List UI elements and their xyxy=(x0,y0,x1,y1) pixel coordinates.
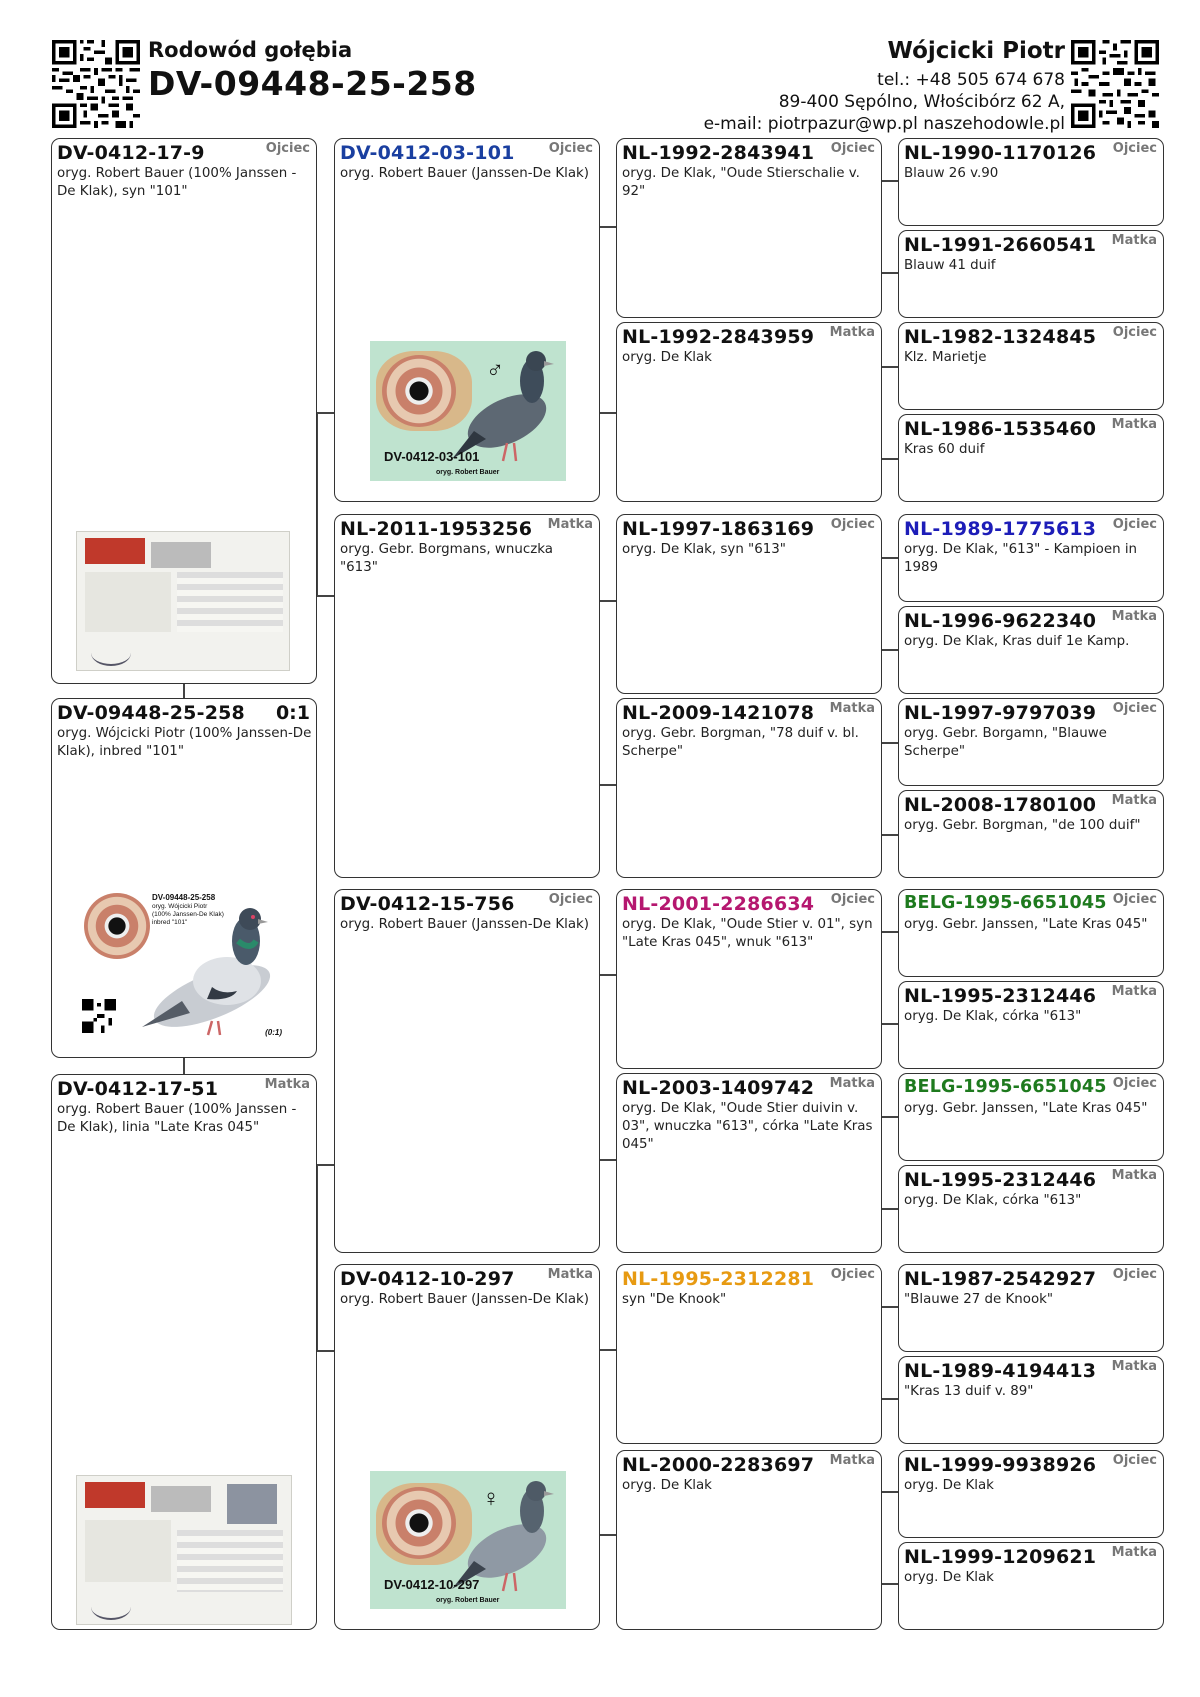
ring-number: DV-0412-17-9 xyxy=(57,142,205,164)
pedigree-certificate-image xyxy=(76,1475,292,1625)
sex-label: Matka xyxy=(829,1076,875,1091)
sex-label: Matka xyxy=(829,1453,875,1468)
sex-label: Ojciec xyxy=(548,141,593,156)
pigeon-description: oryg. De Klak xyxy=(904,1478,994,1493)
pigeon-card-g4-1[interactable] xyxy=(898,138,1164,226)
sex-label: Ojciec xyxy=(1112,1076,1157,1091)
pigeon-card-g3-7[interactable] xyxy=(616,1264,882,1444)
ring-number: BELG-1995-6651045 xyxy=(904,1077,1107,1097)
pigeon-card-g3-6[interactable] xyxy=(616,1073,882,1253)
sex-label: Matka xyxy=(1111,793,1157,808)
qr-code-small xyxy=(82,999,116,1033)
pigeon-card-g4-9[interactable] xyxy=(898,889,1164,977)
pigeon-description: oryg. Gebr. Borgamn, "Blauwe Scherpe" xyxy=(904,726,1107,759)
pedigree-certificate-image xyxy=(76,531,290,671)
female-symbol: ♀ xyxy=(482,1485,500,1512)
pigeon-description: syn "De Knook" xyxy=(622,1292,727,1307)
pigeon-description: oryg. Robert Bauer (100% Janssen - De Klak), syn "101" xyxy=(57,166,297,199)
ring-number: NL-2011-1953256 xyxy=(340,518,533,540)
qr-code-right xyxy=(1071,40,1159,128)
pigeon-photo-g2-1: ♂ DV-0412-03-101 oryg. Robert Bauer xyxy=(370,341,566,481)
pigeon-description: "Blauwe 27 de Knook" xyxy=(904,1292,1054,1307)
ring-number: DV-0412-15-756 xyxy=(340,893,515,915)
ring-number: BELG-1995-6651045 xyxy=(904,893,1107,913)
ring-number: DV-0412-10-297 xyxy=(340,1268,515,1290)
pigeon-card-g3-2[interactable] xyxy=(616,322,882,502)
sex-label: Matka xyxy=(1111,417,1157,432)
sex-label: Ojciec xyxy=(1112,517,1157,532)
pigeon-description: oryg. Gebr. Borgman, "de 100 duif" xyxy=(904,818,1141,833)
pigeon-description: oryg. De Klak, "613" - Kampioen in 1989 xyxy=(904,542,1138,575)
pigeon-description: oryg. De Klak, syn "613" xyxy=(622,542,786,557)
pigeon-description: oryg. De Klak, "Oude Stierschalie v. 92" xyxy=(622,166,860,199)
pigeon-card-g2-2[interactable] xyxy=(334,514,600,878)
ring-number: NL-1995-2312281 xyxy=(622,1268,815,1290)
sex-label: Ojciec xyxy=(1112,141,1157,156)
sex-label: Ojciec xyxy=(548,892,593,907)
document-title: Rodowód gołębia xyxy=(148,38,353,62)
ring-number: NL-1989-1775613 xyxy=(904,518,1097,540)
ring-number: NL-2003-1409742 xyxy=(622,1077,815,1099)
pigeon-photo-g2-4: ♀ DV-0412-10-297 oryg. Robert Bauer xyxy=(370,1471,566,1609)
subject-pigeon-photo: DV-09448-25-258 oryg. Wójcicki Piotr (100% Janssen-De Klak) inbred "101" (0:1) xyxy=(82,891,286,1043)
sex-label: Matka xyxy=(829,325,875,340)
pigeon-card-g4-15[interactable] xyxy=(898,1450,1164,1538)
ring-number: NL-1987-2542927 xyxy=(904,1268,1097,1290)
ring-number: NL-1995-2312446 xyxy=(904,1169,1097,1191)
ring-number: NL-1982-1324845 xyxy=(904,326,1097,348)
owner-address: 89-400 Sępólno, Włościbórz 62 A, xyxy=(778,92,1065,112)
owner-phone: tel.: +48 505 674 678 xyxy=(877,70,1065,90)
ring-number: NL-1990-1170126 xyxy=(904,142,1097,164)
owner-name: Wójcicki Piotr xyxy=(887,38,1065,64)
pigeon-description: Blauw 41 duif xyxy=(904,258,996,273)
pigeon-card-g4-7[interactable] xyxy=(898,698,1164,786)
pigeon-card-sire[interactable] xyxy=(51,138,317,684)
ring-number: NL-1999-1209621 xyxy=(904,1546,1097,1568)
pigeon-card-g4-4[interactable] xyxy=(898,414,1164,502)
sex-label: Ojciec xyxy=(1112,325,1157,340)
pigeon-description: oryg. De Klak, Kras duif 1e Kamp. xyxy=(904,634,1130,649)
sex-label: Ojciec xyxy=(830,1267,875,1282)
pigeon-card-g4-6[interactable] xyxy=(898,606,1164,694)
pigeon-description: Kras 60 duif xyxy=(904,442,985,457)
sex-label: Matka xyxy=(1111,1359,1157,1374)
sex-label: Matka xyxy=(547,517,593,532)
ring-number: NL-2001-2286634 xyxy=(622,893,815,915)
owner-contact: e-mail: piotrpazur@wp.pl naszehodowle.pl xyxy=(703,114,1065,134)
sex-label: Ojciec xyxy=(1112,701,1157,716)
pigeon-card-g2-1[interactable] xyxy=(334,138,600,502)
ring-number: DV-09448-25-258 xyxy=(57,702,245,724)
pigeon-card-g4-11[interactable] xyxy=(898,1073,1164,1161)
sex-label: Matka xyxy=(1111,984,1157,999)
pigeon-description: oryg. Robert Bauer (Janssen-De Klak) xyxy=(340,166,590,181)
pigeon-card-g4-2[interactable] xyxy=(898,230,1164,318)
pigeon-card-g3-5[interactable] xyxy=(616,889,882,1069)
pigeon-description: oryg. De Klak, córka "613" xyxy=(904,1193,1082,1208)
pigeon-description: Blauw 26 v.90 xyxy=(904,166,999,181)
pigeon-card-g4-5[interactable] xyxy=(898,514,1164,602)
ring-number: NL-2000-2283697 xyxy=(622,1454,815,1476)
subject-ring-number: DV-09448-25-258 xyxy=(148,64,477,103)
ring-number: NL-1996-9622340 xyxy=(904,610,1097,632)
eye-image xyxy=(382,1487,456,1559)
sex-label: Ojciec xyxy=(1112,1267,1157,1282)
pigeon-card-g3-8[interactable] xyxy=(616,1450,882,1630)
pigeon-description: oryg. Gebr. Borgman, "78 duif v. bl. Scherpe" xyxy=(622,726,859,759)
sex-label: Matka xyxy=(1111,1168,1157,1183)
sex-label: Matka xyxy=(829,701,875,716)
sex-label: Ojciec xyxy=(265,141,310,156)
ring-number: NL-2008-1780100 xyxy=(904,794,1097,816)
pigeon-card-g2-4[interactable] xyxy=(334,1264,600,1630)
qr-code-left xyxy=(52,40,140,128)
ring-number: NL-1986-1535460 xyxy=(904,418,1097,440)
ring-number: NL-1997-9797039 xyxy=(904,702,1097,724)
sex-label: Ojciec xyxy=(830,892,875,907)
ring-number: DV-0412-03-101 xyxy=(340,142,515,164)
ring-number: DV-0412-17-51 xyxy=(57,1078,219,1100)
pigeon-card-g4-8[interactable] xyxy=(898,790,1164,878)
pigeon-card-subject[interactable] xyxy=(51,698,317,1058)
ring-number: NL-1992-2843941 xyxy=(622,142,815,164)
sex-label: Matka xyxy=(1111,233,1157,248)
pigeon-card-g4-10[interactable] xyxy=(898,981,1164,1069)
pigeon-description: oryg. De Klak, córka "613" xyxy=(904,1009,1082,1024)
pigeon-card-g3-3[interactable] xyxy=(616,514,882,694)
ring-number: NL-1992-2843959 xyxy=(622,326,815,348)
ring-number: NL-2009-1421078 xyxy=(622,702,815,724)
sex-label: Matka xyxy=(547,1267,593,1282)
pigeon-description: oryg. De Klak, "Oude Stier duivin v. 03", wnuczka "613", córka "Late Kras 045" xyxy=(622,1101,873,1152)
pigeon-card-dam[interactable] xyxy=(51,1074,317,1630)
sex-label: Matka xyxy=(264,1077,310,1092)
ring-number: NL-1989-4194413 xyxy=(904,1360,1097,1382)
pigeon-description: oryg. De Klak, "Oude Stier v. 01", syn "Late Kras 045", wnuk "613" xyxy=(622,917,873,950)
pigeon-card-g4-16[interactable] xyxy=(898,1542,1164,1630)
male-symbol: ♂ xyxy=(486,357,504,384)
sex-label: Matka xyxy=(1111,609,1157,624)
pigeon-card-g3-1[interactable] xyxy=(616,138,882,318)
sex-label: 0:1 xyxy=(275,702,310,724)
eye-image xyxy=(382,355,456,427)
pigeon-description: "Kras 13 duif v. 89" xyxy=(904,1384,1034,1399)
pigeon-description: oryg. De Klak xyxy=(622,350,712,365)
pigeon-card-g3-4[interactable] xyxy=(616,698,882,878)
pigeon-description: oryg. De Klak xyxy=(622,1478,712,1493)
pigeon-description: Klz. Marietje xyxy=(904,350,987,365)
sex-label: Matka xyxy=(1111,1545,1157,1560)
pigeon-description: oryg. Robert Bauer (Janssen-De Klak) xyxy=(340,1292,590,1307)
pigeon-card-g4-13[interactable] xyxy=(898,1264,1164,1352)
pigeon-description: oryg. Wójcicki Piotr (100% Janssen-De Klak), inbred "101" xyxy=(57,726,312,759)
ring-number: NL-1991-2660541 xyxy=(904,234,1097,256)
pigeon-card-g2-3[interactable] xyxy=(334,889,600,1253)
sex-label: Ojciec xyxy=(830,517,875,532)
ring-number: NL-1995-2312446 xyxy=(904,985,1097,1007)
pigeon-description: oryg. Gebr. Janssen, "Late Kras 045" xyxy=(904,917,1148,932)
pigeon-description: oryg. De Klak xyxy=(904,1570,994,1585)
pigeon-illustration xyxy=(142,901,282,1041)
pigeon-card-g4-14[interactable] xyxy=(898,1356,1164,1444)
pigeon-card-g4-3[interactable] xyxy=(898,322,1164,410)
pigeon-description: oryg. Robert Bauer (100% Janssen - De Klak), linia "Late Kras 045" xyxy=(57,1102,297,1135)
pigeon-description: oryg. Gebr. Borgmans, wnuczka "613" xyxy=(340,542,553,575)
eye-image xyxy=(84,893,150,959)
sex-label: Ojciec xyxy=(830,141,875,156)
ring-number: NL-1997-1863169 xyxy=(622,518,815,540)
pigeon-description: oryg. Robert Bauer (Janssen-De Klak) xyxy=(340,917,590,932)
pigeon-card-g4-12[interactable] xyxy=(898,1165,1164,1253)
pigeon-description: oryg. Gebr. Janssen, "Late Kras 045" xyxy=(904,1101,1148,1116)
sex-label: Ojciec xyxy=(1112,892,1157,907)
sex-label: Ojciec xyxy=(1112,1453,1157,1468)
ring-number: NL-1999-9938926 xyxy=(904,1454,1097,1476)
